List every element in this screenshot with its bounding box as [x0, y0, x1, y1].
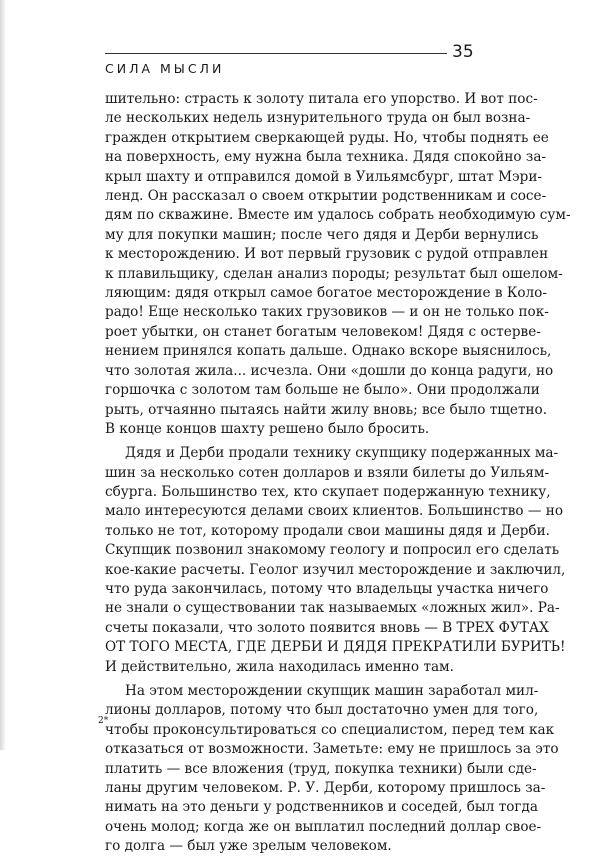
text-line: к плавильщику, сделан анализ породы; результат был ошелом-	[105, 265, 563, 282]
text-line: шительно: страсть к золоту питала его упорство. И вот пос-	[105, 91, 538, 107]
text-line: рыть, отчаянно пытаясь найти жилу вновь; все было тщетно.	[105, 401, 548, 418]
text-line: Дядя и Дерби продали технику скупщику подержанных ма-	[125, 445, 559, 462]
text-line: не знали о существовании так называемых «ложных жил». Ра-	[105, 600, 560, 617]
text-line: нением принялся копать дальше. Однако вскоре выяснилось,	[105, 343, 552, 360]
scan-edge-shadow	[0, 0, 6, 750]
text-line: платить — все вложения (труд, покупка техники) были сде-	[105, 760, 537, 777]
signature-mark: 2*	[98, 716, 109, 726]
text-line: В конце концов шахту решено было бросить.	[105, 420, 430, 437]
text-line: кое-какие расчеты. Геолог изучил месторождение и заключил,	[105, 561, 566, 578]
text-line: ОТ ТОГО МЕСТА, ГДЕ ДЕРБИ И ДЯДЯ ПРЕКРАТИЛИ БУРИТЬ!	[105, 639, 566, 656]
text-line: что золотая жила... исчезла. Они «дошли до конца радуги, но	[105, 362, 554, 379]
text-line: радо! Еще несколько таких грузовиков — и он не только пок-	[105, 304, 549, 321]
text-line: очень молод; когда же он выплатил последний доллар свое-	[105, 818, 542, 835]
text-line: счеты показали, что золото появится вновь — В ТРЕХ ФУТАХ	[105, 619, 549, 636]
text-line: му для покупки машин; после чего дядя и Дерби вернулись	[105, 226, 539, 243]
text-line: мало интересуются делами своих клиентов. Большинство — но	[105, 503, 564, 520]
text-line: к месторождению. И вот первый грузовик с рудой отправлен	[105, 246, 549, 263]
text-line: го долга — был уже зрелым человеком.	[105, 838, 392, 855]
page-number: 35	[452, 42, 474, 62]
text-line: ляющим: дядя открыл самое богатое месторождение в Коло-	[105, 285, 547, 302]
text-line: ле нескольких недель изнурительного труда он был возна-	[105, 110, 531, 127]
text-line: ланы другим человеком. Р. У. Дерби, которому пришлось за-	[105, 780, 546, 797]
text-line: дям по скважине. Вместе им удалось собрать необходимую сум-	[105, 207, 571, 224]
text-line: Скупщик позвонил знакомому геологу и попросил его сделать	[105, 542, 560, 559]
text-line: отказаться от возможности. Заметьте: ему не пришлось за это	[105, 741, 559, 758]
text-line: сбурга. Большинство тех, кто скупает подержанную технику,	[105, 484, 551, 500]
text-line: И действительно, жила находилась именно там.	[105, 658, 454, 675]
text-line: нимать на это деньги у родственников и соседей, был тогда	[105, 799, 539, 816]
text-line: только не тот, которому продали свои машины дядя и Дерби.	[105, 522, 551, 539]
text-line: горшочка с золотом там больше не было». Они продолжали	[105, 382, 540, 399]
text-line: роет убытки, он станет богатым человеком! Дядя с остерве-	[105, 323, 541, 340]
text-line: крыл шахту и отправился домой в Уильямсбург, штат Мэри-	[105, 168, 543, 185]
text-line: гражден открытием сверкающей руды. Но, чтобы поднять ее	[105, 129, 549, 146]
text-line: чтобы проконсультироваться со специалистом, перед тем как	[105, 721, 555, 738]
text-line: шин за несколько сотен долларов и взяли билеты до Уильям-	[105, 464, 550, 481]
text-line: на поверхность, ему нужна была техника. Дядя спокойно за-	[105, 149, 547, 166]
running-title: СИЛА МЫСЛИ	[105, 61, 225, 76]
text-line: что руда закончилась, потому что владельцы участка ничего	[105, 581, 549, 598]
text-line: На этом месторождении скупщик машин заработал мил-	[125, 683, 539, 699]
header-rule	[105, 53, 447, 54]
paragraph-1	[105, 90, 571, 439]
text-line: ленд. Он рассказал о своем открытии родственникам и сосе-	[105, 188, 547, 205]
paragraph-2	[105, 444, 566, 677]
paragraph-3	[105, 682, 559, 857]
text-line: лионы долларов, потому что был достаточно умен для того,	[105, 702, 539, 719]
